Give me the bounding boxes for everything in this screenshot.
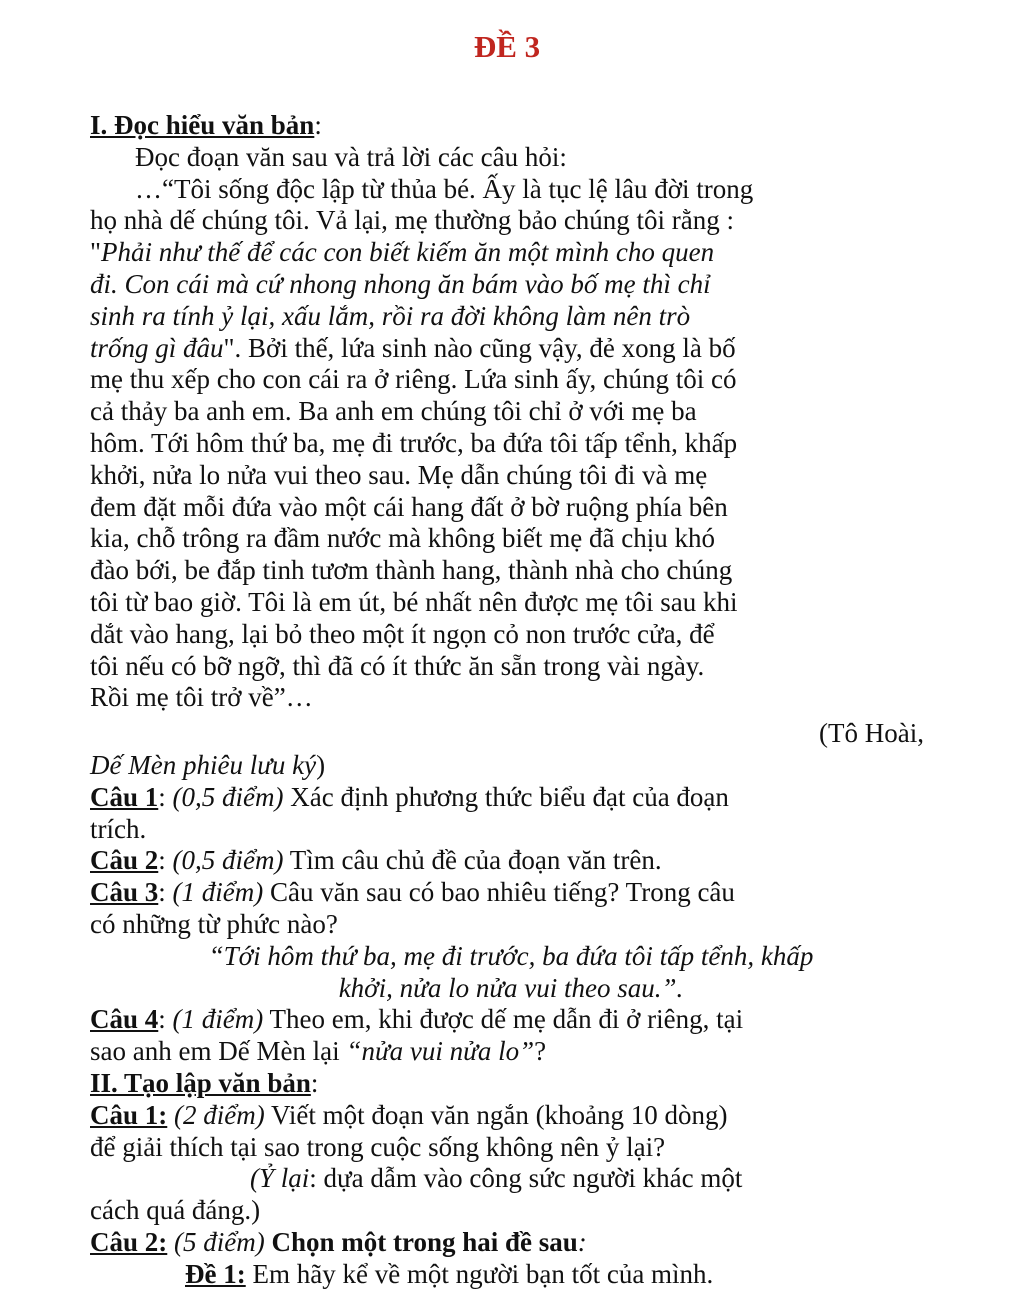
question-1-cont: trích. bbox=[90, 813, 147, 844]
passage-line: …“Tôi sống độc lập từ thủa bé. Ấy là tục lệ lâu đời trong bbox=[135, 173, 754, 204]
passage-line: cả thảy ba anh em. Ba anh em chúng tôi chỉ ở với mẹ ba bbox=[90, 396, 697, 427]
question-points: (0,5 điểm) bbox=[172, 781, 284, 812]
topic-label: Đề 1: bbox=[185, 1258, 246, 1289]
passage-line: họ nhà dế chúng tôi. Vả lại, mẹ thường bảo chúng tôi rằng : bbox=[90, 205, 735, 236]
question-label: Câu 1 bbox=[90, 781, 159, 812]
passage-line: đem đặt mỗi đứa vào một cái hang đất ở bờ ruộng phía bên bbox=[90, 491, 728, 522]
document-page bbox=[90, 22, 932, 1290]
question-label: Câu 1: bbox=[90, 1099, 168, 1130]
passage-line: trống gì đâu". Bởi thế, lứa sinh nào cũng vậy, đẻ xong là bố bbox=[90, 332, 736, 363]
passage-line: đào bới, be đắp tinh tươm thành hang, thành nhà cho chúng bbox=[90, 555, 733, 586]
question-label: Câu 2: bbox=[90, 1226, 168, 1257]
writing-question-1-cont: để giải thích tại sao trong cuộc sống không nên ỷ lại? bbox=[90, 1131, 666, 1162]
question-points: (2 điểm) bbox=[167, 1099, 265, 1130]
section-heading-writing: II. Tạo lập văn bản: bbox=[90, 1067, 319, 1098]
source-author: (Tô Hoài, bbox=[819, 718, 924, 749]
definition-note: (Ỷ lại: dựa dẫm vào công sức người khác một bbox=[250, 1163, 743, 1194]
passage-line: tôi nếu có bỡ ngỡ, thì đã có ít thức ăn sẵn trong vài ngày. bbox=[90, 650, 705, 681]
source-book: Dế Mèn phiêu lưu ký) bbox=[90, 749, 326, 780]
question-label: Câu 2 bbox=[90, 845, 159, 876]
section-heading-reading: I. Đọc hiểu văn bản: bbox=[90, 110, 322, 140]
passage bbox=[90, 174, 932, 715]
question-points: (1 điểm) bbox=[172, 877, 264, 908]
passage-line: mẹ thu xếp cho con cái ra ở riêng. Lứa sinh ấy, chúng tôi có bbox=[90, 364, 737, 395]
question-3: Câu 3: (1 điểm) Câu văn sau có bao nhiêu tiếng? Trong câu bbox=[90, 877, 735, 908]
passage-line: hôm. Tới hôm thứ ba, mẹ đi trước, ba đứa tôi tấp tểnh, khấp bbox=[90, 427, 738, 458]
definition-note-cont: cách quá đáng.) bbox=[90, 1195, 261, 1226]
quoted-sentence: “Tới hôm thứ ba, mẹ đi trước, ba đứa tôi tấp tểnh, khấp bbox=[208, 940, 814, 971]
passage-line: tôi từ bao giờ. Tôi là em út, bé nhất nên được mẹ tôi sau khi bbox=[90, 586, 738, 617]
question-points: (1 điểm) bbox=[172, 1004, 264, 1035]
question-label: Câu 4 bbox=[90, 1004, 159, 1035]
question-label: Câu 3 bbox=[90, 877, 159, 908]
question-4-cont: sao anh em Dế Mèn lại “nửa vui nửa lo”? bbox=[90, 1036, 547, 1067]
passage-line: đi. Con cái mà cứ nhong nhong ăn bám vào bố mẹ thì chỉ bbox=[90, 268, 711, 299]
page-title: ĐỀ 3 bbox=[473, 29, 541, 64]
passage-line: sinh ra tính ỷ lại, xấu lắm, rồi ra đời không làm nên trò bbox=[90, 300, 691, 331]
writing-question-1: Câu 1: (2 điểm) Viết một đoạn văn ngắn (khoảng 10 dòng) bbox=[90, 1099, 728, 1130]
question-1: Câu 1: (0,5 điểm) Xác định phương thức biểu đạt của đoạn bbox=[90, 781, 729, 812]
question-4: Câu 4: (1 điểm) Theo em, khi được dế mẹ dẫn đi ở riêng, tại bbox=[90, 1004, 744, 1035]
quoted-sentence: khởi, nửa lo nửa vui theo sau.”. bbox=[338, 972, 684, 1003]
passage-line: kia, chỗ trông ra đầm nước mà không biết mẹ đã chịu khó bbox=[90, 523, 715, 554]
passage-line: Rồi mẹ tôi trở về”… bbox=[90, 682, 313, 713]
passage-line: khởi, nửa lo nửa vui theo sau. Mẹ dẫn chúng tôi đi và mẹ bbox=[90, 459, 708, 490]
section-heading-writing-text: II. Tạo lập văn bản bbox=[90, 1067, 311, 1098]
section-heading-reading-text: I. Đọc hiểu văn bản bbox=[90, 110, 315, 140]
question-points: (5 điểm) bbox=[167, 1226, 265, 1257]
passage-line: "Phải như thế để các con biết kiếm ăn một mình cho quen bbox=[90, 237, 715, 268]
instruction: Đọc đoạn văn sau và trả lời các câu hỏi: bbox=[135, 141, 567, 172]
question-points: (0,5 điểm) bbox=[172, 845, 284, 876]
passage-line: dắt vào hang, lại bỏ theo một ít ngọn cỏ non trước cửa, để bbox=[90, 618, 715, 649]
question-2: Câu 2: (0,5 điểm) Tìm câu chủ đề của đoạn văn trên. bbox=[90, 845, 662, 876]
topic-1: Đề 1: Em hãy kể về một người bạn tốt của mình. bbox=[185, 1258, 714, 1289]
writing-question-2: Câu 2: (5 điểm) Chọn một trong hai đề sau: bbox=[90, 1226, 587, 1257]
question-3-cont: có những từ phức nào? bbox=[90, 908, 338, 939]
